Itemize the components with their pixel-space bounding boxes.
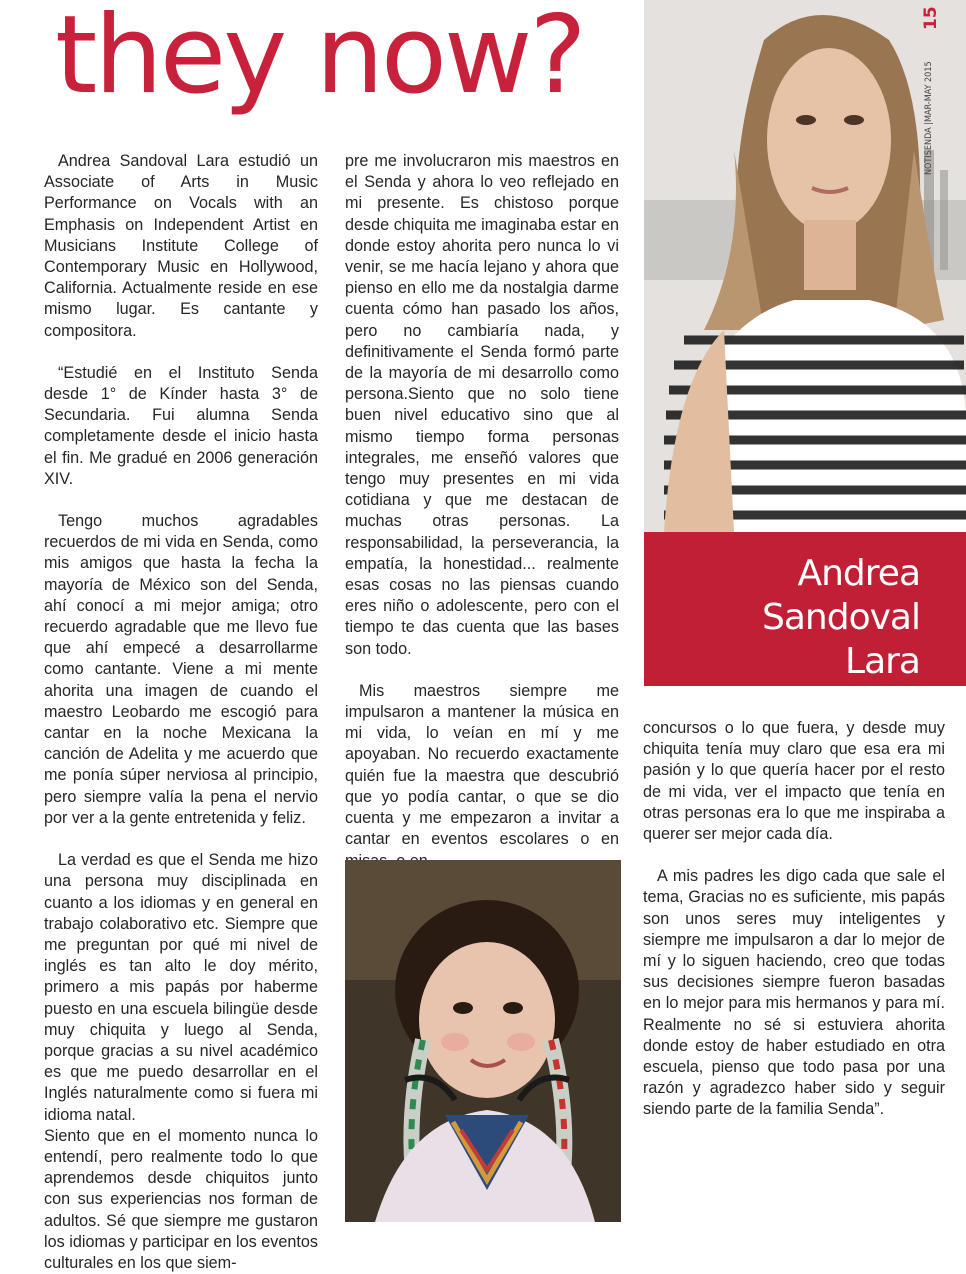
portrait-illustration xyxy=(644,0,966,532)
headline: they now? xyxy=(55,0,584,118)
paragraph: La verdad es que el Senda me hizo una persona muy disciplinada en cuanto a los idiomas y en general en trabajo colaborativo etc. Siempre que me preguntan por qué mi nivel de inglés es tan alto le doy mérito, primero a mis papás por haberme puesto en una escuela bilingüe desde muy chiquita y luego al Senda, porque gracias a su nivel académico es que me puedo desarrollar en el Inglés naturalmente como si fuera mi idioma natal. xyxy=(44,851,318,1124)
page-number: 15 xyxy=(921,6,941,30)
paragraph: “Estudié en el Instituto Senda desde 1° de Kínder hasta 3° de Secundaria. Fui alumna Senda completamente desde el inicio hasta el fin. Me gradué en 2006 generación XIV. xyxy=(44,363,318,488)
paragraph: Andrea Sandoval Lara estudió un Associate of Arts in Music Performance on Vocals with an Emphasis on Independent Artist en Musicians Institute College of Contemporary Music en Hollywood, California. Actualmente reside en ese mismo lugar. Es cantante y compositora. xyxy=(44,152,318,340)
column-3 xyxy=(643,718,945,1121)
paragraph: concursos o lo que fuera, y desde muy chiquita tenía muy claro que esa era mi pasión y lo que quería hacer por el resto de mi vida, ver el impacto que tenía en otras personas era lo que me inspiraba a querer ser mejor cada día. xyxy=(643,719,945,844)
column-1 xyxy=(44,151,318,1274)
portrait-photo xyxy=(644,0,966,532)
issue-label: NOTISENDA |MAR-MAY 2015 xyxy=(924,61,934,175)
name-line-1: Andrea xyxy=(797,553,920,594)
paragraph: Mis maestros siempre me impulsaron a mantener la música en mi vida, lo veían en mí y me apoyaban. No recuerdo exactamente quién fue la maestra que descubrió que yo podía cantar, o que se dio cuenta y me empezaron a invitar a cantar en eventos escolares o en xyxy=(345,681,619,849)
name-line-2: Sandoval xyxy=(762,597,920,638)
paragraph: Tengo muchos agradables recuerdos de mi vida en Senda, como mis amigos que hasta la fecha la mayoría de México son del Senda, ahí conocí a mi mejor amiga; otro recuerdo agradable que me llevo fue que ahí empecé a desarrollarme como cantante. Viene a mi mente ahorita una imagen de cuando el maestro Leobardo me escogió para cantar en la noche Mexicana la canción de Adelita y me acuerdo que me ponía súper nerviosa al principio, pero siempre valía la pena el nervio por ver a la gente entretenida y feliz. xyxy=(44,512,318,827)
paragraph: A mis padres les digo cada que sale el tema, Gracias no es suficiente, mis papás son unos seres muy inteligentes y siempre me impulsaron a dar lo mejor de mí y lo siguen haciendo, creo que todas sus decisiones siempre fueron basadas en lo mejor para mis hermanos y para mí. Realmente no sé si estuviera ahorita donde estoy de haber estudiado en otra escuela, pienso que todo pasa por una razón y agradezco haber sido y seguir siendo parte de la familia Senda”. xyxy=(643,867,945,1119)
childhood-photo xyxy=(345,860,621,1222)
name-line-3: Lara xyxy=(845,641,920,682)
column-2 xyxy=(345,151,619,872)
name-box xyxy=(644,532,966,686)
paragraph: Siento que en el momento nunca lo entendí, pero realmente todo lo que aprendemos desde chiquitos junto con sus experiencias nos forman de adultos. Sé que siempre me gustaron los idiomas y participar en los eventos culturales en los que siem- xyxy=(44,1126,318,1272)
paragraph: pre me involucraron mis maestros en el Senda y ahora lo veo reflejado en mi presente. Es chistoso porque desde chiquita me imaginaba estar en donde estoy ahorita pero nunca lo vi venir, se me hacía lejano y ahora que pienso en ello me da nostalgia darme cuenta cómo han pasado los años, pero no cambiaría nada, y definitivamente el Senda formó parte de la mayoría de mi desarrollo como persona.Siento que no solo tiene buen nivel educativo sino que al mismo tiempo forma personas integrales, me enseñó valores que tengo muy presentes en mi vida cotidiana y que me destacan de muchas otras personas. La responsabilidad, la perseverancia, la empatía, la honestidad... realmente esas cosas no las piensas cuando eres niño o adolescente, pero con el tiempo te das cuenta que las bases son todo. xyxy=(345,152,619,658)
childhood-illustration xyxy=(345,860,621,1222)
